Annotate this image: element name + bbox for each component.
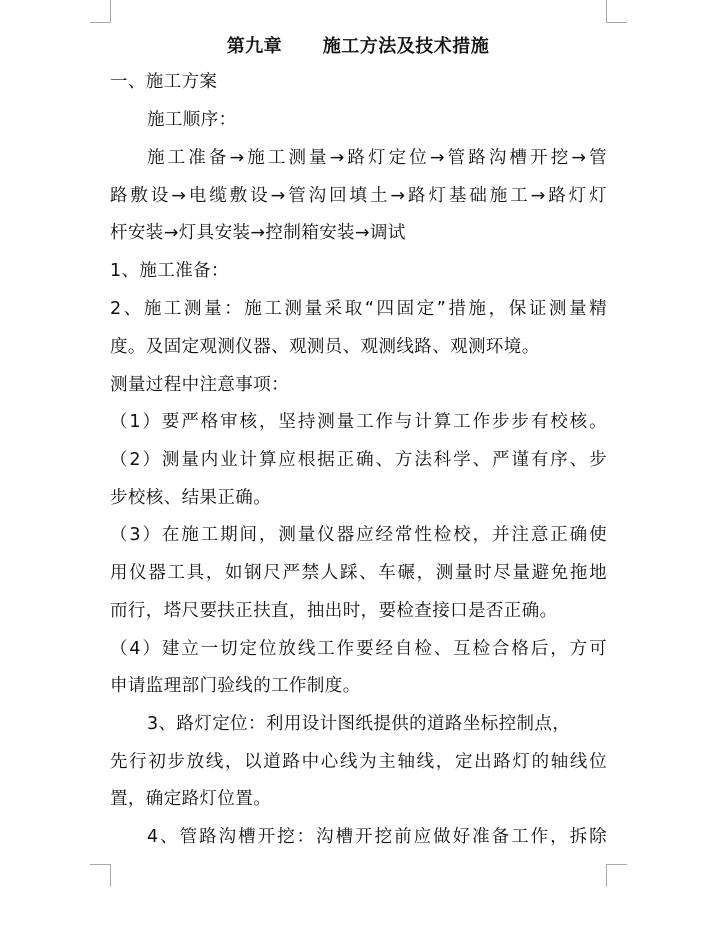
paragraph-line: 施工顺序： — [147, 110, 237, 130]
paragraph-line: 先行初步放线，以道路中心线为主轴线，定出路灯的轴线位 — [110, 752, 607, 772]
crop-mark-bottom-left — [90, 864, 111, 887]
paragraph-line: 路敷设→电缆敷设→管沟回填土→路灯基础施工→路灯灯 — [110, 186, 607, 206]
section-heading: 一、施工方案 — [110, 72, 218, 92]
paragraph-line: （3）在施工期间，测量仪器应经常性检校，并注意正确使 — [110, 525, 607, 545]
paragraph-line: 3、路灯定位：利用设计图纸提供的道路坐标控制点， — [147, 714, 571, 734]
paragraph-line: 杆安装→灯具安装→控制箱安装→调试 — [110, 223, 406, 243]
crop-mark-top-right — [606, 0, 627, 23]
paragraph-line: （1）要严格审核，坚持测量工作与计算工作步步有校核。 — [110, 412, 607, 432]
paragraph-line: 用仪器工具，如钢尺严禁人踩、车碾，测量时尽量避免拖地 — [110, 563, 607, 583]
paragraph-line: 申请监理部门验线的工作制度。 — [110, 676, 361, 696]
paragraph-line: 步校核、结果正确。 — [110, 488, 272, 508]
paragraph-line: 2、施工测量：施工测量采取“四固定”措施，保证测量精 — [110, 299, 607, 319]
crop-mark-bottom-right — [606, 864, 627, 887]
paragraph-line: 4、管路沟槽开挖：沟槽开挖前应做好准备工作，拆除 — [147, 827, 607, 847]
paragraph-line: 度。及固定观测仪器、观测员、观测线路、观测环境。 — [110, 337, 540, 357]
paragraph-line: 施工准备→施工测量→路灯定位→管路沟槽开挖→管 — [147, 148, 607, 168]
crop-mark-top-left — [90, 0, 111, 23]
paragraph-line: （2）测量内业计算应根据正确、方法科学、严谨有序、步 — [110, 450, 607, 470]
paragraph-line: 1、施工准备： — [110, 261, 229, 281]
paragraph-line: （4）建立一切定位放线工作要经自检、互检合格后，方可 — [110, 639, 607, 659]
paragraph-line: 测量过程中注意事项： — [110, 375, 289, 395]
paragraph-line: 置，确定路灯位置。 — [110, 789, 272, 809]
paragraph-line: 而行，塔尺要扶正扶直，抽出时，要检查接口是否正确。 — [110, 601, 558, 621]
chapter-title: 第九章 施工方法及技术措施 — [226, 36, 490, 57]
